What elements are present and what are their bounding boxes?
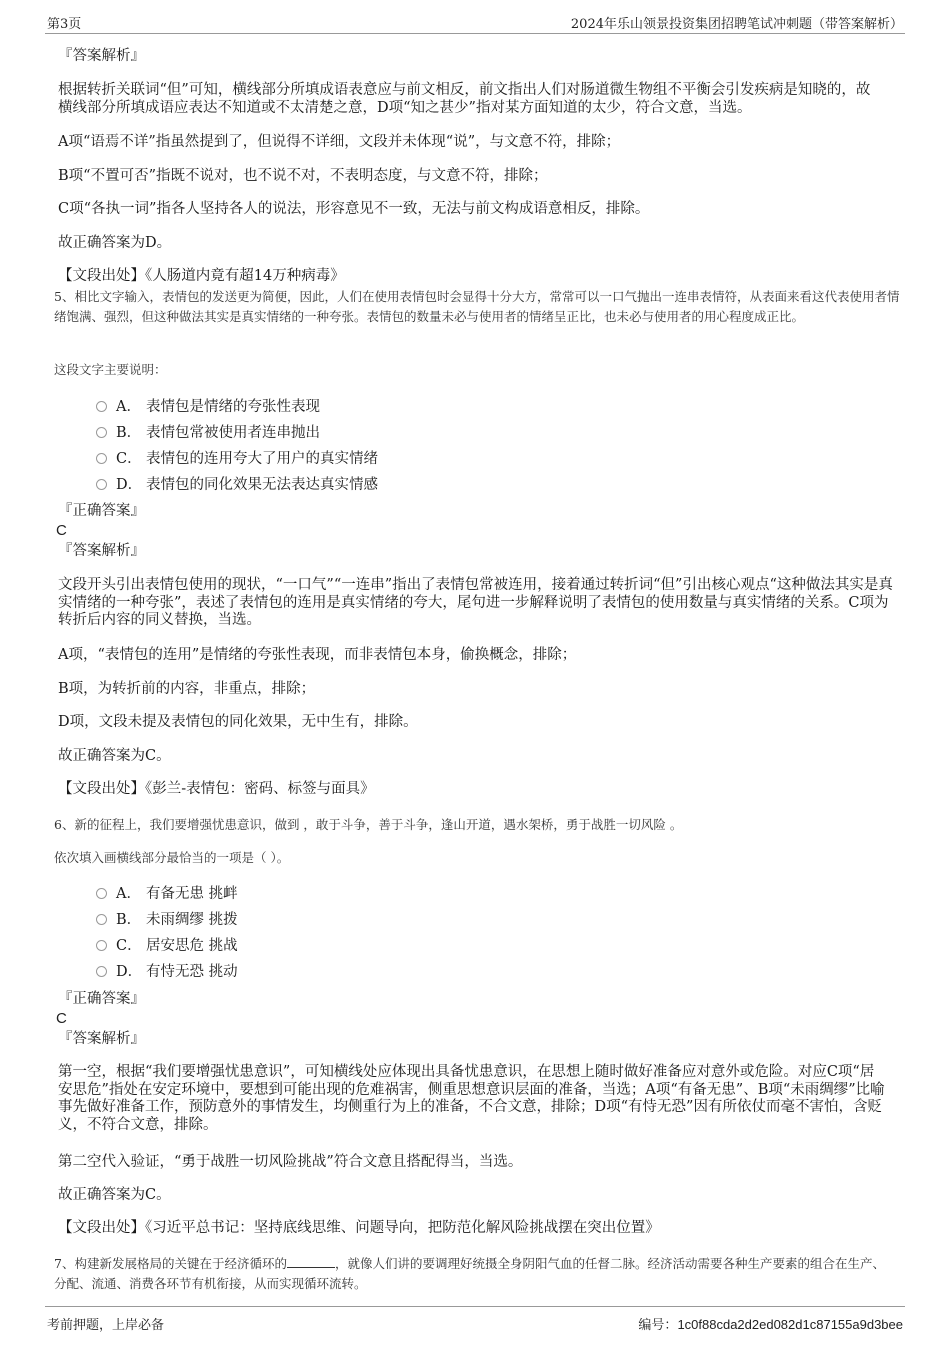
option-d[interactable]: D． 表情包的同化效果无法表达真实情感 [96,476,378,494]
fill-blank [287,1256,335,1268]
analysis-paragraph: 根据转折关联词“但”可知，横线部分所填成语表意应与前文相反，前文指出人们对肠道微生物组不平衡会引发疾病是知晓的，故横线部分所填成语应表达不知道或不太清楚之意，D项“知之甚少”指对某方面知道的太少，符合文意，当选。 [58,82,871,116]
analysis-label: 『答案解析』 [58,543,145,559]
correct-answer: C [56,1010,67,1027]
analysis-paragraph: D项，文段未提及表情包的同化效果，无中生有，排除。 [58,714,418,730]
header-divider [45,33,905,34]
analysis-label: 『答案解析』 [58,1031,145,1047]
radio-icon[interactable] [96,888,107,899]
analysis-paragraph: C项“各执一词”指各人坚持各人的说法，形容意见不一致，无法与前文构成语意相反，排除。 [58,201,650,217]
option-b[interactable]: B． 未雨绸缪 挑拨 [96,911,238,929]
analysis-paragraph: 第二空代入验证，“勇于战胜一切风险挑战”符合文意且搭配得当，当选。 [58,1154,523,1170]
analysis-paragraph: 文段开头引出表情包使用的现状，“一口气”“一连串”指出了表情包常被连用，接着通过转折词“但”引出核心观点“这种做法其实是真实情绪的一种夸张”，表述了表情包的连用是真实情绪的夸大，尾句进一步解释说明了表情包的使用数量与真实情绪的关系。C项为转折后内容的同义替换，当选。 [58,577,893,628]
correct-answer-label: 『正确答案』 [58,991,145,1007]
source-citation: 【文段出处】《习近平总书记：坚持底线思维、问题导向，把防范化解风险挑战摆在突出位置》 [58,1220,660,1236]
analysis-paragraph: B项“不置可否”指既不说对，也不说不对，不表明态度，与文意不符，排除； [58,168,548,184]
footer-slogan: 考前押题，上岸必备 [47,1318,165,1333]
analysis-paragraph: B项，为转折前的内容，非重点，排除； [58,681,316,697]
analysis-paragraph: A项“语焉不详”指虽然提到了，但说得不详细，文段并未体现“说”，与文意不符，排除； [58,134,621,150]
radio-icon[interactable] [96,401,107,412]
question-6-prompt: 依次填入画横线部分最恰当的一项是（ ）。 [54,850,290,865]
source-citation: 【文段出处】《人肠道内竟有超14万种病毒》 [58,268,345,284]
question-6-text: 6、新的征程上，我们要增强忧患意识，做到 ，敢于斗争，善于斗争，逢山开道，遇水架桥，勇于战胜一切风险 。 [54,817,683,832]
document-title: 2024年乐山领景投资集团招聘笔试冲刺题（带答案解析） [570,17,903,32]
question-7-text: 7、构建新发展格局的关键在于经济循环的 ，就像人们讲的要调理好统摄全身阴阳气血的任督二脉。经济活动需要各种生产要素的组合在生产、分配、流通、消费各环节有机衔接，从而实现循环流转。 [54,1256,885,1291]
correct-answer-label: 『正确答案』 [58,503,145,519]
correct-answer: C [56,522,67,539]
option-b[interactable]: B． 表情包常被使用者连串抛出 [96,424,320,442]
page-number: 第3页 [47,17,82,32]
radio-icon[interactable] [96,940,107,951]
analysis-paragraph: 第一空，根据“我们要增强忧患意识”，可知横线处应体现出具备忧患意识，在思想上随时做好准备应对意外或危险。对应C项“居安思危”指处在安定环境中，要想到可能出现的危难祸害，侧重思想意识层面的准备，当选；A项“有备无患”、B项“未雨绸缪”比喻事先做好准备工作，预防意外的事情发生，均侧重行为上的准备，不合文意，排除；D项“有恃无恐”因有所依仗而毫不害怕，含贬义，不符合文意，排除。 [58,1064,885,1133]
analysis-conclusion: 故正确答案为C。 [58,748,171,764]
footer-divider [45,1306,905,1307]
radio-icon[interactable] [96,453,107,464]
option-a[interactable]: A． 表情包是情绪的夸张性表现 [96,398,320,416]
question-5-text: 5、相比文字输入，表情包的发送更为简便，因此，人们在使用表情包时会显得十分大方，常常可以一口气抛出一连串表情符，从表面来看这代表使用者情绪饱满、强烈，但这种做法其实是真实情绪的一种夸张。表情包的数量未必与使用者的情绪呈正比，也未必与使用者的用心程度成正比。 [54,289,900,324]
analysis-conclusion: 故正确答案为C。 [58,1187,171,1203]
radio-icon[interactable] [96,966,107,977]
radio-icon[interactable] [96,914,107,925]
option-c[interactable]: C． 居安思危 挑战 [96,937,238,955]
radio-icon[interactable] [96,427,107,438]
analysis-label: 『答案解析』 [58,48,145,64]
option-c[interactable]: C． 表情包的连用夸大了用户的真实情绪 [96,450,378,468]
option-a[interactable]: A． 有备无患 挑衅 [96,885,238,903]
radio-icon[interactable] [96,479,107,490]
page-header [0,0,950,36]
option-d[interactable]: D． 有恃无恐 挑动 [96,963,238,981]
source-citation: 【文段出处】《彭兰-表情包：密码、标签与面具》 [58,781,375,797]
analysis-conclusion: 故正确答案为D。 [58,235,172,251]
question-5-prompt: 这段文字主要说明： [54,362,167,377]
document-code: 编号：1c0f88cda2d2ed082d1c87155a9d3bee [638,1317,903,1333]
analysis-paragraph: A项，“表情包的连用”是情绪的夸张性表现，而非表情包本身，偷换概念，排除； [58,647,577,663]
